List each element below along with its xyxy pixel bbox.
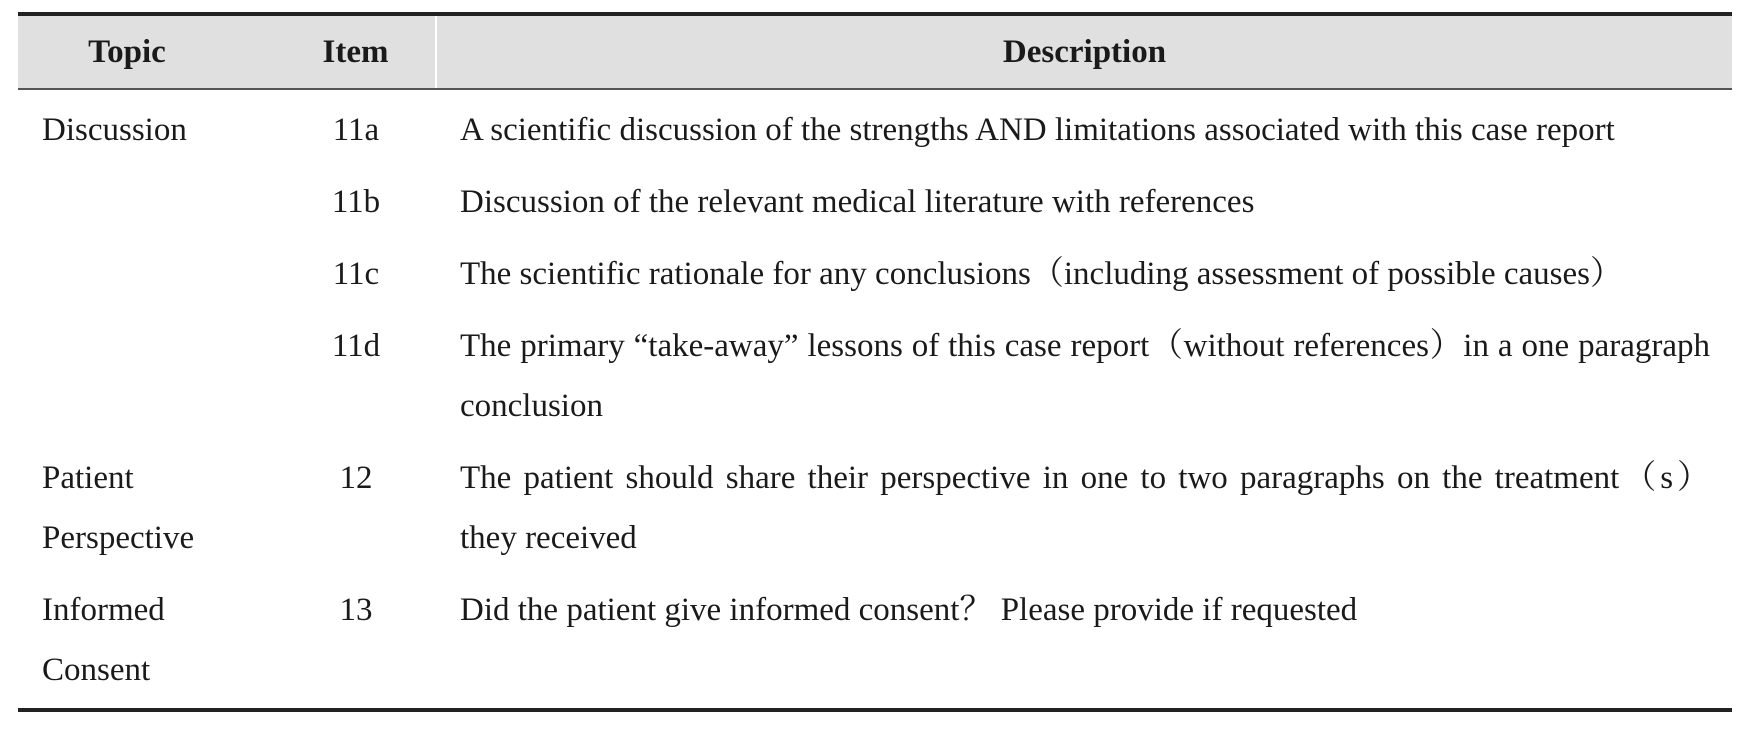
- topic-cell: Discussion: [42, 112, 187, 148]
- checklist-table-container: [18, 12, 1732, 712]
- description-cell: Discussion of the relevant medical literature with references: [460, 184, 1255, 220]
- table-row: [18, 89, 1732, 160]
- item-cell: 13: [276, 568, 436, 710]
- checklist-table: [18, 12, 1732, 712]
- description-cell: A scientific discussion of the strengths AND limitations associated with this case report: [460, 112, 1615, 148]
- topic-cell: Patient Perspective: [42, 460, 195, 556]
- description-cell: The patient should share their perspective in one to two paragraphs on the treatment（s） they received: [460, 460, 1710, 556]
- table-row: [18, 436, 1732, 568]
- table-body: [18, 89, 1732, 710]
- header-row: [18, 14, 1732, 89]
- topic-cell: [18, 304, 276, 436]
- header-item: Item: [276, 14, 436, 89]
- item-cell: 11a: [332, 112, 380, 148]
- table-row: [18, 304, 1732, 436]
- topic-cell: [18, 232, 276, 304]
- table-row: [18, 232, 1732, 304]
- description-cell: Did the patient give informed consent？ Please provide if requested: [436, 568, 1732, 710]
- table-row: [18, 160, 1732, 232]
- description-cell: The primary “take-away” lessons of this case report（without references）in a one paragraph conclusion: [460, 328, 1710, 424]
- description-cell: The scientific rationale for any conclusions（including assessment of possible causes）: [460, 256, 1623, 292]
- topic-cell: Informed Consent: [18, 568, 276, 710]
- topic-cell: [18, 160, 276, 232]
- item-cell: 11c: [332, 256, 380, 292]
- header-topic: Topic: [18, 14, 276, 89]
- item-cell: 11b: [331, 184, 381, 220]
- table-header: [18, 14, 1732, 89]
- header-description: Description: [436, 14, 1732, 89]
- item-cell: 12: [339, 460, 373, 496]
- table-row: [18, 568, 1732, 710]
- item-cell: 11d: [331, 328, 381, 364]
